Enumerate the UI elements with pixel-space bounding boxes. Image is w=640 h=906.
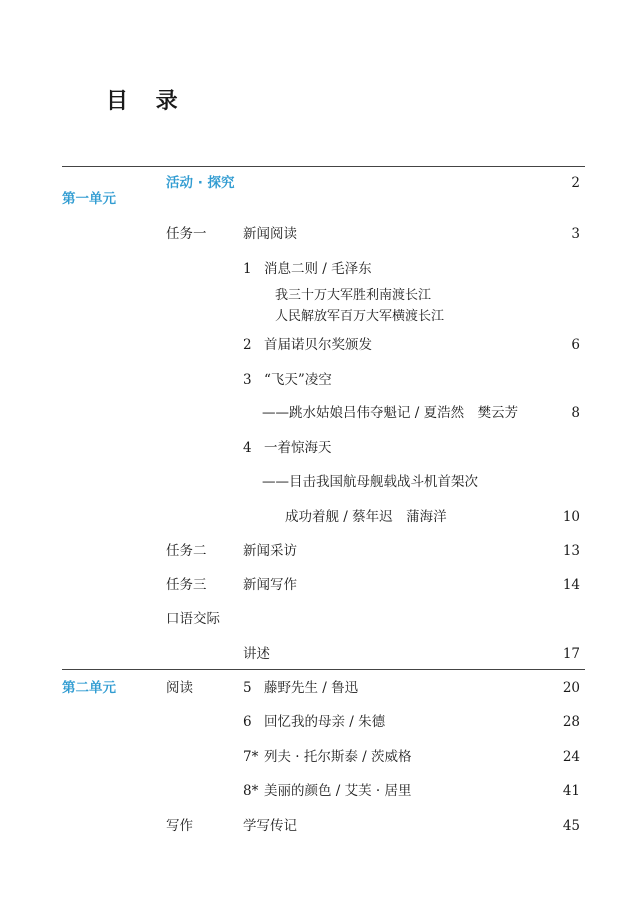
toc-task-title: 新闻写作 <box>243 577 297 593</box>
toc-subtitle: 成功着舰 / 蔡年迟 蒲海洋 <box>285 509 447 525</box>
toc-task: 阅读 <box>166 680 193 696</box>
toc-lesson-number: 1 <box>243 261 252 277</box>
toc-page-number: 10 <box>562 509 580 525</box>
unit-label: 第一单元 <box>62 191 116 207</box>
toc-subtitle: ——跳水姑娘吕伟夺魁记 / 夏浩然 樊云芳 <box>262 405 519 421</box>
divider-unit <box>62 669 585 670</box>
toc-subtitle: ——目击我国航母舰载战斗机首架次 <box>262 474 478 490</box>
toc-task: 写作 <box>166 818 193 834</box>
toc-page-number: 6 <box>571 337 580 353</box>
toc-lesson-number: 3 <box>243 372 252 388</box>
toc-page-number: 8 <box>571 405 580 421</box>
toc-task-title: 新闻采访 <box>243 543 297 559</box>
toc-page-number: 28 <box>562 714 580 730</box>
toc-lesson-number: 8* <box>243 783 259 799</box>
toc-page-number: 41 <box>562 783 580 799</box>
toc-task-title: 学写传记 <box>243 818 297 834</box>
toc-page-number: 24 <box>562 749 580 765</box>
toc-page-number: 14 <box>562 577 580 593</box>
toc-section: 活动 · 探究 <box>166 175 235 191</box>
toc-lesson-title: 列夫 · 托尔斯泰 / 茨威格 <box>264 749 412 765</box>
toc-task-title: 讲述 <box>243 646 270 662</box>
toc-lesson-number: 2 <box>243 337 252 353</box>
toc-task: 口语交际 <box>166 611 220 627</box>
toc-lesson-title: 藤野先生 / 鲁迅 <box>264 680 359 696</box>
toc-lesson-title: 首届诺贝尔奖颁发 <box>264 337 372 353</box>
toc-lesson-number: 6 <box>243 714 252 730</box>
page-title: 目 录 <box>106 89 188 114</box>
divider-top <box>62 166 585 167</box>
toc-lesson-number: 4 <box>243 440 252 456</box>
toc-subtitle: 人民解放军百万大军横渡长江 <box>275 309 445 324</box>
toc-lesson-title: 消息二则 / 毛泽东 <box>264 261 372 277</box>
unit-label: 第二单元 <box>62 680 116 696</box>
toc-task-title: 新闻阅读 <box>243 226 297 242</box>
toc-lesson-title: “飞天”凌空 <box>264 372 332 388</box>
toc-page-number: 13 <box>562 543 580 559</box>
toc-lesson-number: 5 <box>243 680 252 696</box>
toc-page-number: 3 <box>571 226 580 242</box>
toc-task: 任务三 <box>166 577 207 593</box>
toc-task: 任务二 <box>166 543 207 559</box>
toc-page-number: 45 <box>562 818 580 834</box>
toc-lesson-number: 7* <box>243 749 259 765</box>
toc-page-number: 20 <box>562 680 580 696</box>
toc-subtitle: 我三十万大军胜利南渡长江 <box>275 288 432 303</box>
toc-page-number: 17 <box>562 646 580 662</box>
toc-lesson-title: 美丽的颜色 / 艾芙 · 居里 <box>264 783 412 799</box>
toc-lesson-title: 回忆我的母亲 / 朱德 <box>264 714 386 730</box>
toc-task: 任务一 <box>166 226 207 242</box>
toc-page-number: 2 <box>571 175 580 191</box>
toc-lesson-title: 一着惊海天 <box>264 440 332 456</box>
